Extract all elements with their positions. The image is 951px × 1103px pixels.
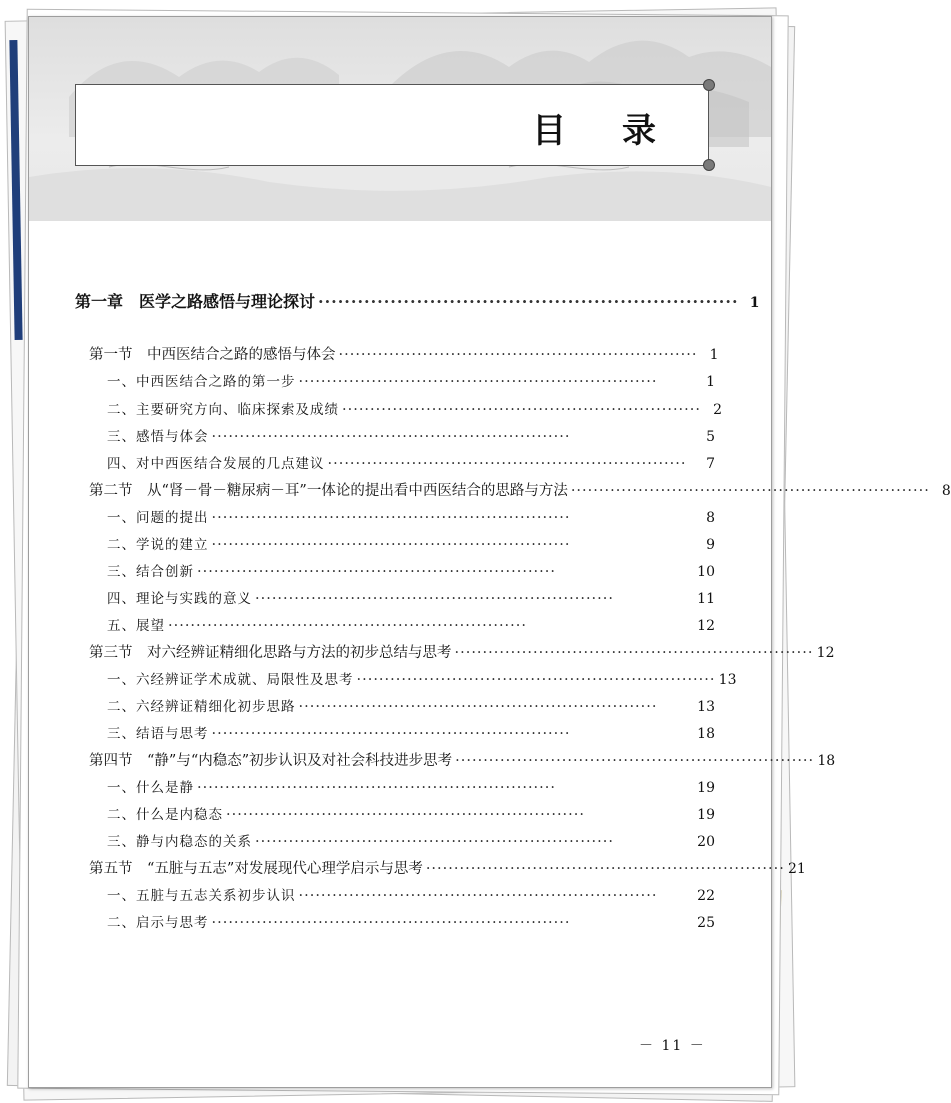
toc-section-label: 第二节 从“肾－骨－糖尿病－耳”一体论的提出看中西医结合的思路与方法: [89, 483, 568, 499]
toc-item-label: 四、对中西医结合发展的几点建议: [107, 456, 325, 472]
toc-page-number: 13: [697, 699, 715, 715]
toc-item-label: 三、感悟与体会: [107, 429, 209, 445]
leader-dots: ································································: [211, 537, 571, 553]
leader-dots: ································································: [356, 672, 716, 688]
leader-dots: ································································: [168, 618, 527, 634]
toc-section-label: 第五节 “五脏与五志”对发展现代心理学启示与思考: [89, 861, 423, 877]
toc-item-label: 一、问题的提出: [107, 510, 209, 526]
toc-page-number: 19: [697, 807, 715, 823]
toc-item-label: 二、学说的建立: [107, 537, 209, 553]
toc-page-number: 12: [697, 618, 715, 634]
toc-item[interactable]: [107, 695, 715, 715]
toc-item-label: 二、六经辨证精细化初步思路: [107, 699, 296, 715]
toc-page-number: 18: [817, 753, 836, 769]
page-title: 目 录: [532, 111, 678, 151]
toc-item-label: 一、中西医结合之路的第一步: [107, 374, 296, 390]
leader-dots: ································································: [211, 915, 571, 931]
toc-page-number: 10: [697, 564, 715, 580]
toc-item[interactable]: [107, 587, 715, 607]
toc-page-number: 21: [787, 861, 806, 877]
toc-page-number: 20: [697, 834, 715, 850]
toc-item-label: 三、静与内稳态的关系: [107, 834, 252, 850]
toc-page-number: 22: [697, 888, 715, 904]
toc-section[interactable]: [89, 749, 836, 770]
leader-dots: ································································: [255, 834, 614, 850]
leader-dots: ································································: [327, 456, 687, 472]
leader-dots: ································································: [298, 888, 658, 904]
document-page: [28, 16, 951, 1088]
toc-item-label: 二、主要研究方向、临床探索及成绩: [107, 402, 339, 418]
leader-dots: ································································: [298, 374, 658, 390]
toc-item[interactable]: [107, 776, 715, 796]
page-number-footer: － 11 －: [639, 1038, 706, 1054]
leader-dots: ································································: [318, 292, 739, 311]
toc-item[interactable]: [107, 803, 715, 823]
toc-section-label: 第一节 中西医结合之路的感悟与体会: [89, 347, 336, 363]
toc-item[interactable]: [107, 884, 715, 904]
toc-page-number: 8: [706, 510, 715, 526]
leader-dots: ································································: [211, 429, 571, 445]
toc-page-number: 5: [706, 429, 715, 445]
toc-item-label: 一、六经辨证学术成就、局限性及思考: [107, 672, 354, 688]
toc-page-number: 7: [706, 456, 715, 472]
toc-page-number: 11: [697, 591, 715, 607]
toc-item[interactable]: [107, 668, 737, 688]
toc-item[interactable]: [107, 911, 715, 931]
toc-section[interactable]: [89, 641, 835, 662]
toc-item[interactable]: [107, 830, 715, 850]
toc-item[interactable]: [107, 722, 715, 742]
leader-dots: ································································: [255, 591, 614, 607]
toc-section-label: 第三节 对六经辨证精细化思路与方法的初步总结与思考: [89, 645, 452, 661]
toc-page-number: 1: [709, 347, 719, 363]
toc-item-label: 二、启示与思考: [107, 915, 209, 931]
toc-item[interactable]: [107, 614, 715, 634]
toc-page-number: 12: [816, 645, 835, 661]
toc-item[interactable]: [107, 398, 722, 418]
leader-dots: ································································: [454, 645, 814, 661]
toc-item[interactable]: [107, 452, 715, 472]
leader-dots: ································································: [197, 780, 556, 796]
toc-item-label: 一、五脏与五志关系初步认识: [107, 888, 296, 904]
toc-page-number: 1: [706, 374, 715, 390]
toc-section-label: 第四节 “静”与“内稳态”初步认识及对社会科技进步思考: [89, 753, 453, 769]
toc-item[interactable]: [107, 370, 715, 390]
toc-page-number: 19: [697, 780, 715, 796]
toc-item[interactable]: [107, 533, 715, 553]
toc-item-label: 三、结合创新: [107, 564, 194, 580]
toc-item[interactable]: [107, 506, 715, 526]
toc-item-label: 三、结语与思考: [107, 726, 209, 742]
toc-chapter[interactable]: [75, 289, 760, 312]
toc-chapter-label: 第一章 医学之路感悟与理论探讨: [75, 292, 316, 311]
toc-page-number: 13: [718, 672, 737, 688]
toc-item-label: 二、什么是内稳态: [107, 807, 223, 823]
leader-dots: ································································: [226, 807, 585, 823]
leader-dots: ································································: [425, 861, 785, 877]
toc-section[interactable]: [89, 343, 719, 364]
toc-page-number: 8: [941, 483, 951, 499]
leader-dots: ································································: [570, 483, 930, 499]
toc-page-number: 1: [749, 295, 760, 311]
toc-item-label: 五、展望: [107, 618, 165, 634]
toc-page-number: 2: [713, 402, 722, 418]
leader-dots: ································································: [338, 347, 698, 363]
leader-dots: ································································: [455, 753, 815, 769]
toc-page-number: 18: [697, 726, 715, 742]
toc-item[interactable]: [107, 425, 715, 445]
toc-item[interactable]: [107, 560, 715, 580]
leader-dots: ································································: [298, 699, 658, 715]
toc-section[interactable]: [89, 857, 806, 878]
leader-dots: ································································: [211, 726, 571, 742]
toc-page-number: 25: [697, 915, 715, 931]
toc-item-label: 四、理论与实践的意义: [107, 591, 252, 607]
toc-page-number: 9: [706, 537, 715, 553]
leader-dots: ································································: [197, 564, 556, 580]
leader-dots: ································································: [211, 510, 571, 526]
toc-item-label: 一、什么是静: [107, 780, 194, 796]
toc-section[interactable]: [89, 479, 951, 500]
table-of-contents: [29, 17, 951, 1087]
leader-dots: ································································: [342, 402, 701, 418]
